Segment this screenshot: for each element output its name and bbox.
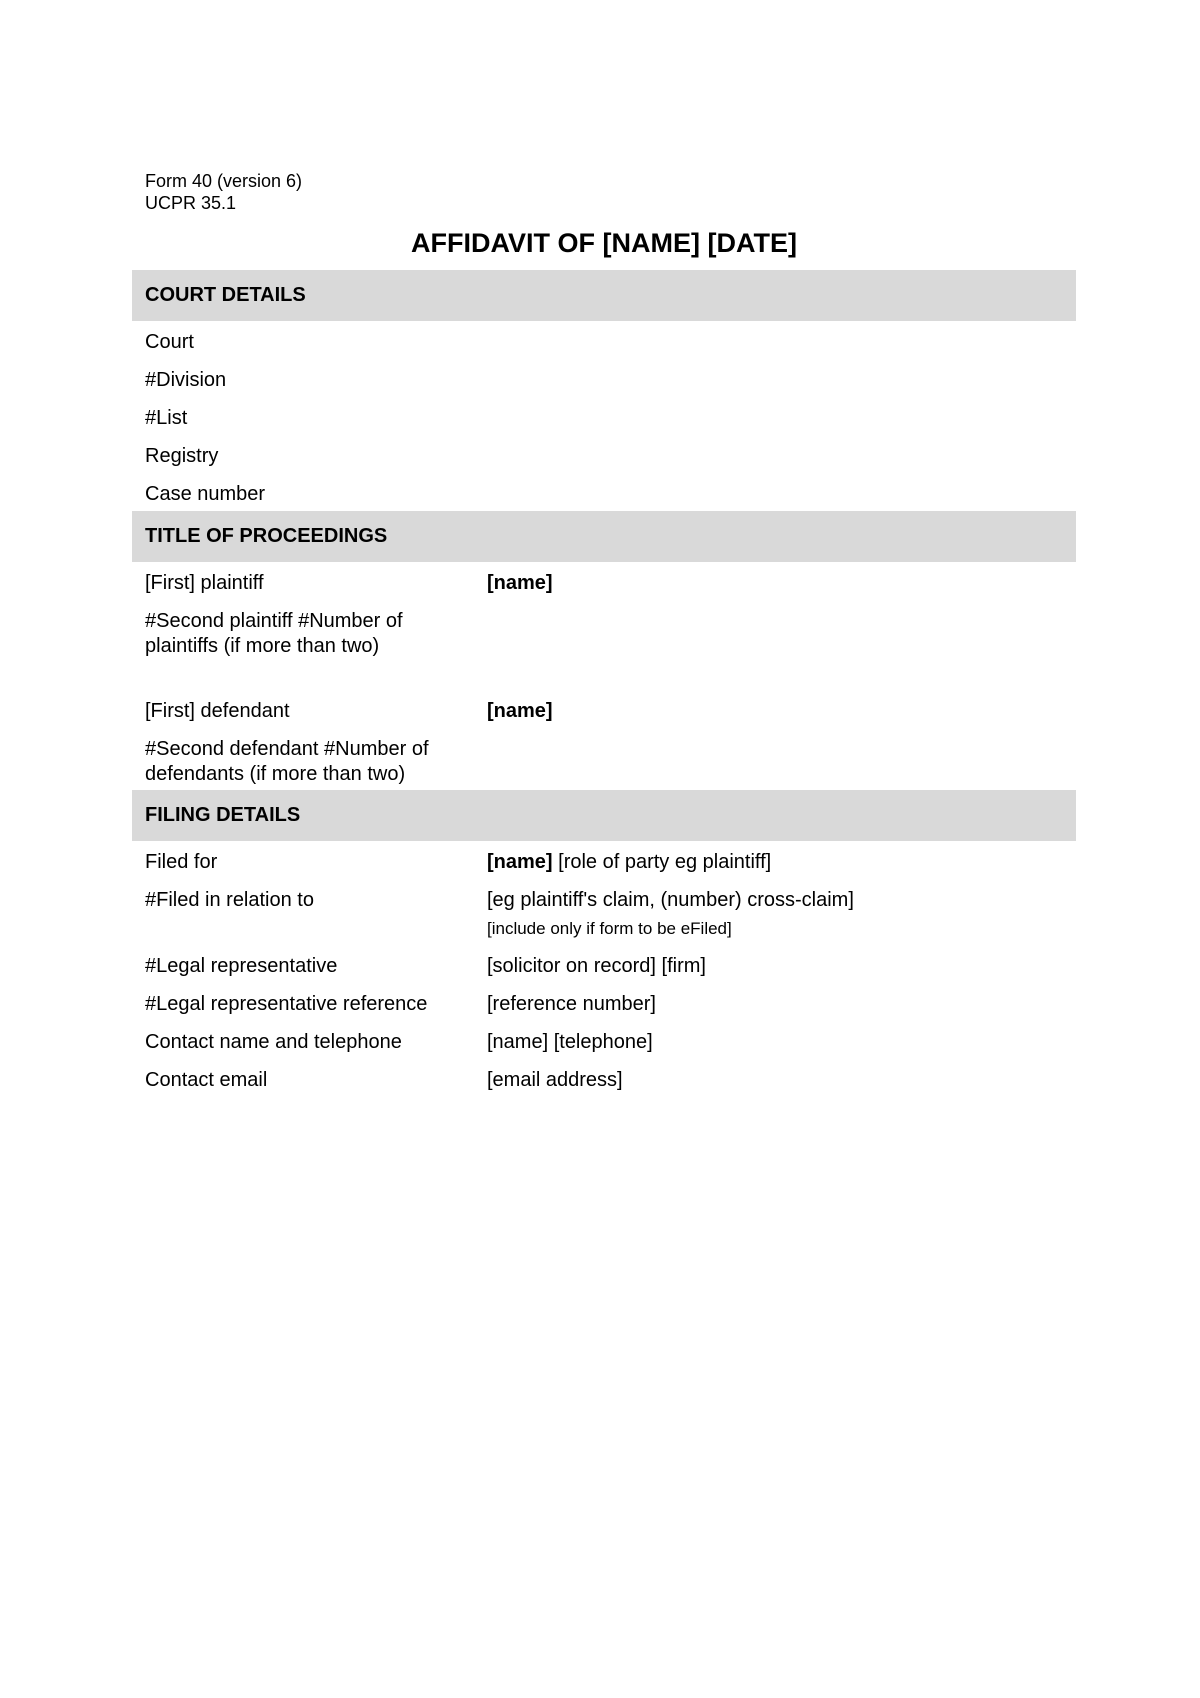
first-plaintiff-row [132,562,1076,600]
document-title: AFFIDAVIT OF [NAME] [DATE] [411,228,797,258]
filed-for-name: [name] [487,851,553,873]
title-of-proceedings-header: TITLE OF PROCEEDINGS [132,511,1076,562]
second-defendant-row [132,728,1076,791]
form-number: Form 40 (version 6) [145,171,303,191]
title-of-proceedings-section [132,511,1076,791]
filing-details-section [132,790,1076,1097]
second-plaintiff-row [132,600,1076,690]
division-label: #Division [145,369,227,391]
filing-details-header: FILING DETAILS [132,790,1076,841]
contact-email-value: [email address] [487,1069,623,1091]
first-defendant-label: [First] defendant [145,700,290,722]
filed-for-label: Filed for [145,851,218,873]
court-details-header: COURT DETAILS [132,270,1076,321]
case-number-row [132,473,1076,511]
legal-rep-reference-label: #Legal representative reference [145,993,428,1015]
first-defendant-name: [name] [487,700,553,722]
court-row [132,321,1076,359]
list-label: #List [145,407,188,429]
rule-reference: UCPR 35.1 [145,193,237,213]
contact-email-row [132,1059,1076,1097]
form-reference [145,170,302,214]
court-label: Court [145,331,194,353]
registry-label: Registry [145,445,219,467]
legal-rep-reference-row [132,983,1076,1021]
registry-row [132,435,1076,473]
filed-in-relation-row [132,879,1076,945]
second-plaintiff-label: #Second plaintiff #Number of plaintiffs (if more than two) [145,610,403,657]
division-row [132,359,1076,397]
list-row [132,397,1076,435]
first-plaintiff-name: [name] [487,572,553,594]
contact-value: [name] [telephone] [487,1031,653,1053]
filed-for-row [132,841,1076,879]
filed-in-relation-text: [eg plaintiff's claim, (number) cross-claim] [487,889,854,911]
contact-row [132,1021,1076,1059]
first-plaintiff-label: [First] plaintiff [145,572,264,594]
filed-for-value [487,850,1067,875]
contact-email-label: Contact email [145,1069,268,1091]
contact-label: Contact name and telephone [145,1031,402,1053]
first-defendant-row [132,690,1076,728]
efile-note: [include only if form to be eFiled] [487,919,732,938]
filed-for-role: [role of party eg plaintiff] [558,851,772,873]
second-defendant-label: #Second defendant #Number of defendants (if more than two) [145,738,429,785]
legal-rep-reference-value: [reference number] [487,993,656,1015]
filed-in-relation-value [487,888,1067,940]
case-number-label: Case number [145,483,266,505]
legal-representative-label: #Legal representative [145,955,338,977]
legal-representative-value: [solicitor on record] [firm] [487,955,706,977]
document-page [132,0,1076,1698]
court-details-section [132,270,1076,511]
legal-representative-row [132,945,1076,983]
filed-in-relation-label: #Filed in relation to [145,889,314,911]
